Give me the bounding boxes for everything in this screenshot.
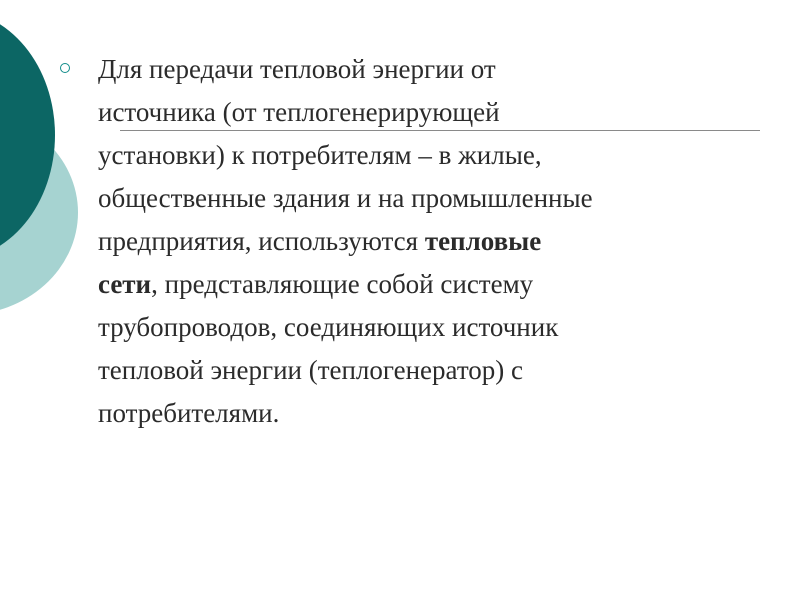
paragraph-line: установки) к потребителям – в жилые, <box>98 140 542 170</box>
bold-term-networks: сети <box>98 269 152 299</box>
paragraph-line: Для передачи тепловой энергии от <box>98 54 496 84</box>
paragraph-line <box>98 220 758 263</box>
bullet-paragraph <box>98 48 758 435</box>
circle-bullet-icon <box>60 63 70 73</box>
paragraph-line-text: предприятия, используются <box>98 226 425 256</box>
paragraph-line-text: , представляющие собой систему <box>151 269 534 299</box>
paragraph-line: тепловой энергии (теплогенератор) с <box>98 355 523 385</box>
paragraph-line: трубопроводов, соединяющих источник <box>98 312 559 342</box>
paragraph-line: источника (от теплогенерирующей <box>98 97 500 127</box>
bold-term-thermal: тепловые <box>424 226 542 256</box>
paragraph-line: потребителями. <box>98 398 280 428</box>
paragraph-line <box>98 263 758 306</box>
paragraph-line: общественные здания и на промышленные <box>98 183 593 213</box>
